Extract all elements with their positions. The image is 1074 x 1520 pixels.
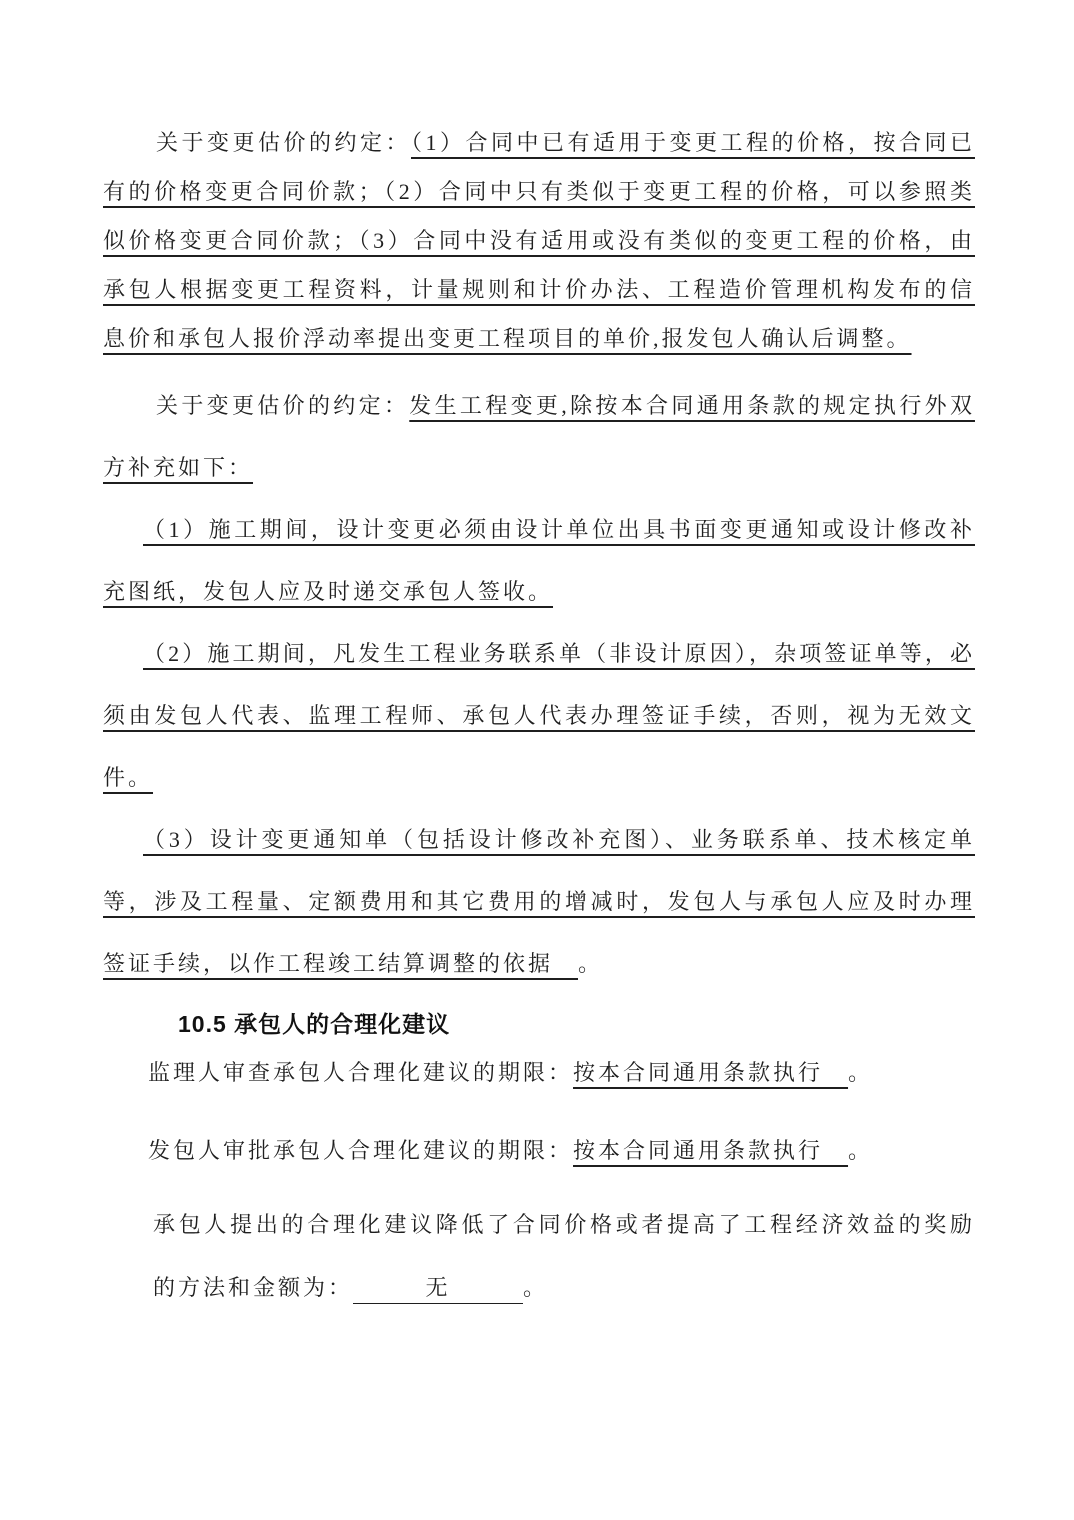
paragraph-supplement-item-2 <box>103 623 975 809</box>
filled-clause-text: （1）施工期间，设计变更必须由设计单位出具书面变更通知或设计修改补充图纸，发包人应及时递交承包人签收。 <box>103 517 975 604</box>
paragraph-supervisor-review-period <box>103 1053 975 1093</box>
section-heading-10-5: 10.5 承包人的合理化建议 <box>178 1011 451 1037</box>
filled-clause-text: 按本合同通用条款执行 <box>573 1060 849 1085</box>
clause-label: 监理人审查承包人合理化建议的期限： <box>148 1060 574 1085</box>
clause-label: 承包人提出的合理化建议降低了合同价格或者提高了工程经济效益的奖励的方法和金额为： <box>153 1212 975 1300</box>
clause-label: 关于变更估价的约定： <box>156 130 411 155</box>
paragraph-supplement-item-1 <box>103 499 975 623</box>
paragraph-change-valuation-supplement <box>103 375 975 499</box>
paragraph-supplement-item-3 <box>103 809 975 995</box>
sentence-period: 。 <box>523 1275 549 1300</box>
filled-clause-text: （1）合同中已有适用于变更工程的价格，按合同已有的价格变更合同价款；（2）合同中只有类似于变更工程的价格，可以参照类似价格变更合同价款；（3）合同中没有适用或没有类似的变更工程的价格，由承包人根据变更工程资料，计量规则和计价办法、工程造价管理机构发布的信息价和承包人报价浮动率提出变更工程项目的单价,报发包人确认后调整。 <box>103 130 975 351</box>
sentence-period: 。 <box>578 951 604 976</box>
sentence-period: 。 <box>848 1138 874 1163</box>
filled-clause-text: （3）设计变更通知单（包括设计修改补充图）、业务联系单、技术核定单等，涉及工程量、定额费用和其它费用的增减时，发包人与承包人应及时办理签证手续，以作工程竣工结算调整的依据 <box>103 827 975 976</box>
fill-in-blank-value: 无 <box>353 1273 523 1304</box>
paragraph-employer-approval-period <box>103 1131 975 1171</box>
filled-clause-text: 发生工程变更,除按本合同通用条款的规定执行外双方补充如下： <box>103 393 975 480</box>
clause-label: 发包人审批承包人合理化建议的期限： <box>148 1138 574 1163</box>
paragraph-reward-method-amount <box>153 1193 975 1319</box>
filled-clause-text: 按本合同通用条款执行 <box>573 1138 849 1163</box>
filled-clause-text: （2）施工期间，凡发生工程业务联系单（非设计原因），杂项签证单等，必须由发包人代表、监理工程师、承包人代表办理签证手续，否则，视为无效文件。 <box>103 641 975 790</box>
paragraph-change-valuation-terms <box>103 118 975 363</box>
sentence-period: 。 <box>848 1060 874 1085</box>
clause-label: 关于变更估价的约定： <box>156 393 410 418</box>
